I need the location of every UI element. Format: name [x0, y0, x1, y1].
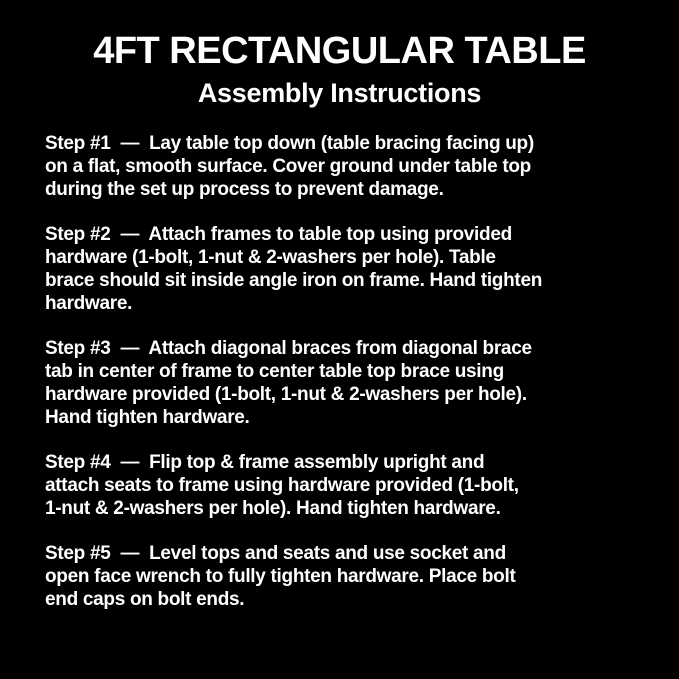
step-2-line: hardware. [45, 293, 133, 314]
step-1-line: during the set up process to prevent damage. [45, 179, 444, 200]
step-3-line: hardware provided (1-bolt, 1-nut & 2-washers per hole). [45, 384, 527, 405]
step-5-line: open face wrench to fully tighten hardware. Place bolt [45, 566, 516, 587]
page-subtitle: Assembly Instructions [197, 78, 482, 108]
step-3 [45, 337, 649, 429]
steps-list [0, 108, 679, 611]
step-5 [45, 542, 649, 611]
step-3-line: tab in center of frame to center table top brace using [45, 361, 504, 382]
step-1-line: Step #1 — Lay table top down (table bracing facing up) [45, 133, 534, 154]
step-3-line: Hand tighten hardware. [45, 407, 250, 428]
step-2 [45, 223, 649, 315]
step-2-line: hardware (1-bolt, 1-nut & 2-washers per hole). Table [45, 247, 496, 268]
step-3-line: Step #3 — Attach diagonal braces from diagonal brace [45, 338, 532, 359]
step-5-line: Step #5 — Level tops and seats and use socket and [45, 543, 506, 564]
step-2-line: brace should sit inside angle iron on frame. Hand tighten [45, 270, 543, 291]
step-4-line: attach seats to frame using hardware provided (1-bolt, [45, 475, 519, 496]
step-1-line: on a flat, smooth surface. Cover ground under table top [45, 156, 531, 177]
step-4-line: 1-nut & 2-washers per hole). Hand tighten hardware. [45, 498, 501, 519]
step-4 [45, 451, 649, 520]
page-title: 4FT RECTANGULAR TABLE [93, 30, 586, 72]
step-4-line: Step #4 — Flip top & frame assembly upright and [45, 452, 485, 473]
step-5-line: end caps on bolt ends. [45, 589, 245, 610]
step-2-line: Step #2 — Attach frames to table top using provided [45, 224, 512, 245]
step-1 [45, 132, 649, 201]
